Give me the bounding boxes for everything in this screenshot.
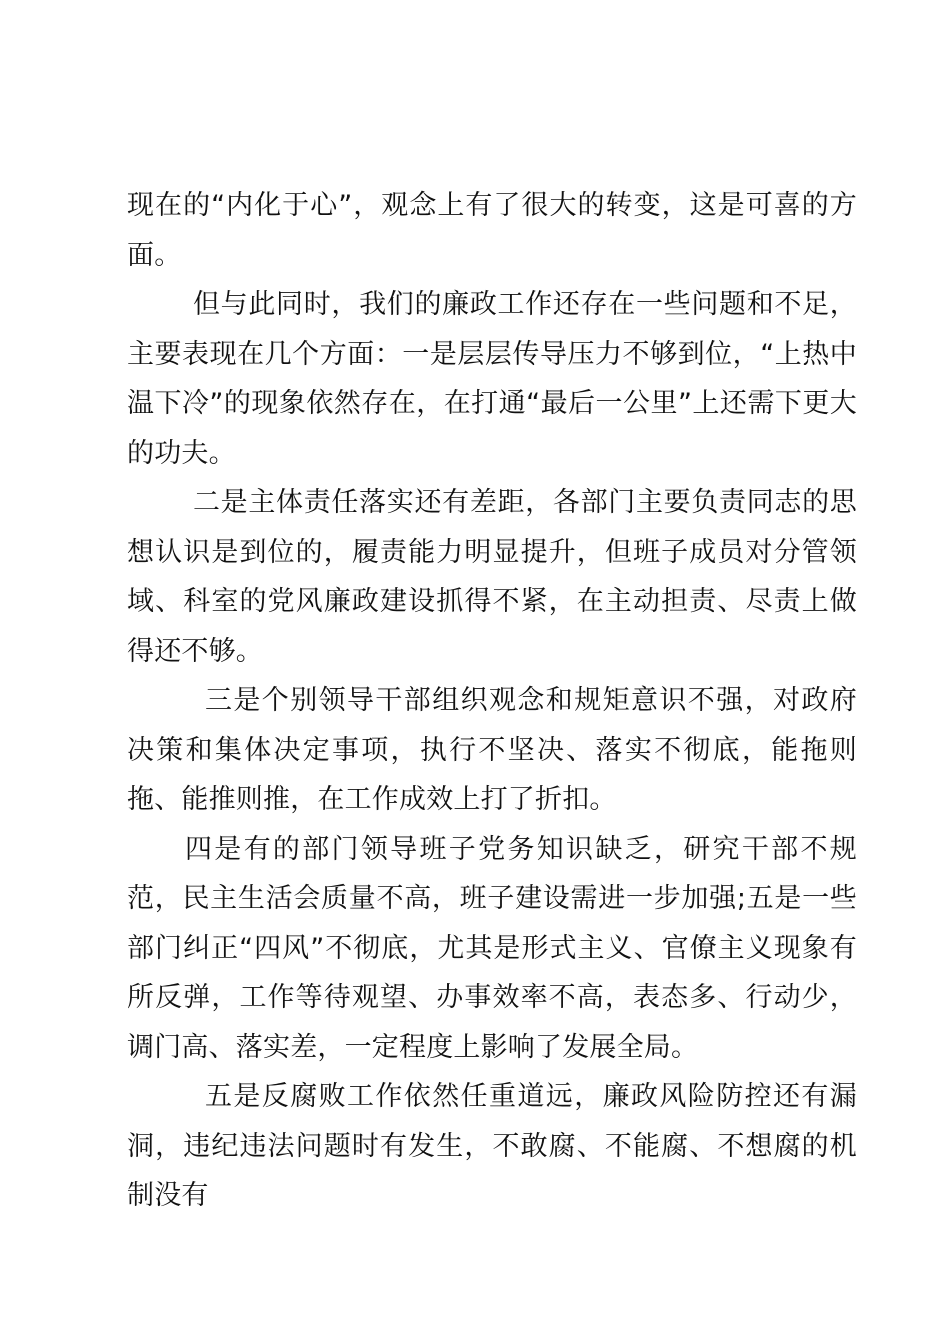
paragraph-3: 二是主体责任落实还有差距，各部门主要负责同志的思想认识是到位的，履责能力明显提升，但班子成员对分管领域、科室的党风廉政建设抓得不紧，在主动担责、尽责上做得还不够。 xyxy=(127,487,857,667)
paragraph-5: 四是有的部门领导班子党务知识缺乏，研究干部不规范，民主生活会质量不高，班子建设需进一步加强;五是一些部门纠正“四风”不彻底，尤其是形式主义、官僚主义现象有所反弹，工作等待观望、办事效率不高，表态多、行动少，调门高、落实差，一定程度上影响了发展全局。 xyxy=(127,833,857,1063)
paragraph-2: 但与此同时，我们的廉政工作还存在一些问题和不足，主要表现在几个方面：一是层层传导压力不够到位，“上热中温下冷”的现象依然存在，在打通“最后一公里”上还需下更大的功夫。 xyxy=(127,289,857,469)
paragraph-1: 现在的“内化于心”，观念上有了很大的转变，这是可喜的方面。 xyxy=(127,190,857,271)
paragraph-4: 三是个别领导干部组织观念和规矩意识不强，对政府决策和集体决定事项，执行不坚决、落实不彻底，能拖则拖、能推则推，在工作成效上打了折扣。 xyxy=(127,685,857,815)
document-body xyxy=(127,181,857,1221)
paragraph-6: 五是反腐败工作依然任重道远，廉政风险防控还有漏洞，违纪违法问题时有发生，不敢腐、不能腐、不想腐的机制没有 xyxy=(127,1081,857,1211)
